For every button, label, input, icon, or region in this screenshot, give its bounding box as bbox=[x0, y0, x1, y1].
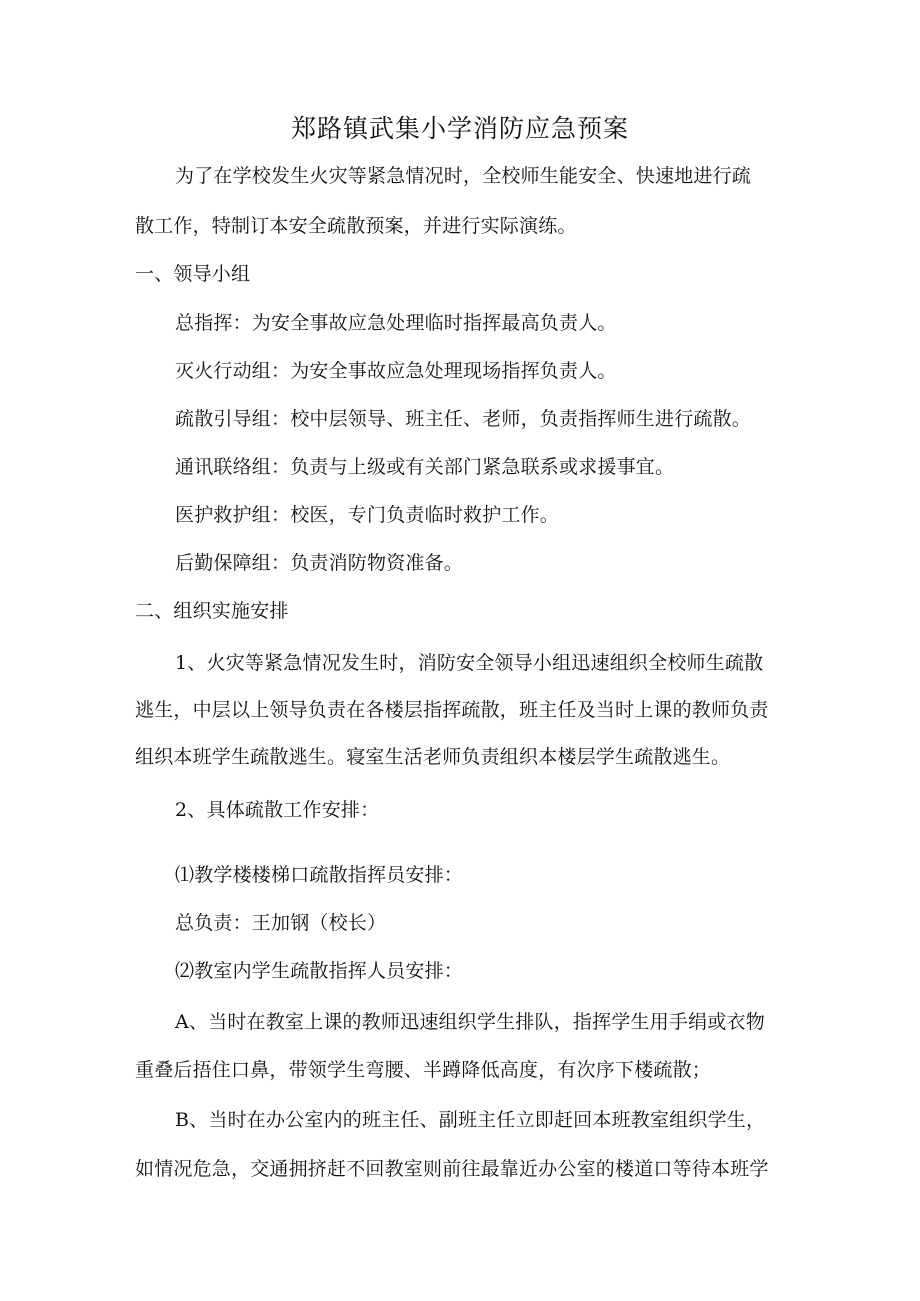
role-firefighting-group: 灭火行动组：为安全事故应急处理现场指挥负责人。 bbox=[175, 360, 617, 382]
section-2-heading: 二、组织实施安排 bbox=[135, 600, 289, 622]
paragraph-1-line-3: 组织本班学生疏散逃生。寝室生活老师负责组织本楼层学生疏散逃生。 bbox=[135, 746, 731, 768]
paragraph-b-line-2: 如情况危急，交通拥挤赶不回教室则前往最靠近办公室的楼道口等待本班学 bbox=[135, 1158, 769, 1180]
subsection-2-heading: ⑵教室内学生疏散指挥人员安排： bbox=[175, 960, 464, 982]
paragraph-1-line-2: 逃生，中层以上领导负责在各楼层指挥疏散，班主任及当时上课的教师负责 bbox=[135, 699, 769, 721]
paragraph-a-line-2: 重叠后捂住口鼻，带领学生弯腰、半蹲降低高度，有次序下楼疏散； bbox=[135, 1059, 712, 1081]
subsection-1-heading: ⑴教学楼楼梯口疏散指挥员安排： bbox=[175, 864, 464, 886]
paragraph-b-line-1: B、当时在办公室内的班主任、副班主任立即赶回本班教室组织学生， bbox=[175, 1109, 766, 1131]
intro-line-2: 散工作，特制订本安全疏散预案，并进行实际演练。 bbox=[135, 215, 577, 237]
role-communication-group: 通讯联络组：负责与上级或有关部门紧急联系或求援事宜。 bbox=[175, 456, 675, 478]
paragraph-a-line-1: A、当时在教室上课的教师迅速组织学生排队，指挥学生用手绢或衣物 bbox=[175, 1011, 765, 1033]
paragraph-2: 2、具体疏散工作安排： bbox=[175, 799, 380, 821]
section-1-heading: 一、领导小组 bbox=[135, 263, 251, 285]
document-title: 郑路镇武集小学消防应急预案 bbox=[290, 114, 629, 143]
role-logistics-group: 后勤保障组：负责消防物资准备。 bbox=[175, 552, 464, 574]
role-commander: 总指挥：为安全事故应急处理临时指挥最高负责人。 bbox=[175, 312, 617, 334]
intro-line-1: 为了在学校发生火灾等紧急情况时，全校师生能安全、快速地进行疏 bbox=[175, 165, 752, 187]
role-evacuation-group: 疏散引导组：校中层领导、班主任、老师，负责指挥师生进行疏散。 bbox=[175, 408, 752, 430]
paragraph-1-line-1: 1、火灾等紧急情况发生时，消防安全领导小组迅速组织全校师生疏散 bbox=[175, 652, 764, 674]
chief-leader-line: 总负责：王加钢（校长） bbox=[175, 912, 387, 934]
role-medical-group: 医护救护组：校医，专门负责临时救护工作。 bbox=[175, 504, 560, 526]
